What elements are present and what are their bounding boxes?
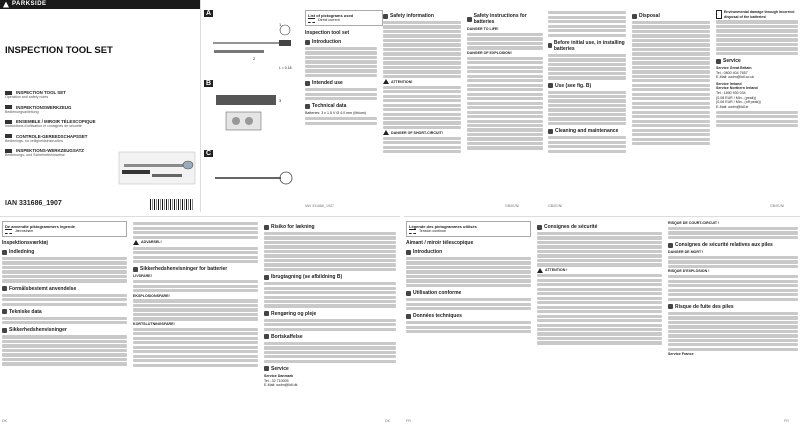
pictogram-list-header: Légende des pictogrammes utilisés <box>409 224 477 229</box>
danger-label: KORTSLUTNINGSFARE! <box>133 321 175 326</box>
language-subtitle: Instructions d'utilisation et consignes de sécurité <box>5 124 82 129</box>
section-heading: Sikkerhedshenvisninger for batterier <box>140 266 228 273</box>
ian-bar <box>0 198 200 212</box>
section-heading: Bortskaffelse <box>271 333 303 340</box>
service-country: Service Ireland <box>716 81 742 86</box>
service-phone: Tel.: 32 710005 <box>264 378 289 383</box>
warning-icon <box>537 268 543 273</box>
language-subtitle: Bedienungs- und Sicherheitshinweise <box>5 153 65 158</box>
section-heading: Ibrugtagning (se afbildning B) <box>271 274 343 281</box>
language-entry <box>5 134 115 144</box>
flag-nl-icon <box>5 134 12 138</box>
brand-logo-icon <box>3 2 9 8</box>
figure-b-pen <box>216 95 276 105</box>
section-heading: Risque de fuite des piles <box>675 303 734 310</box>
section-bullet-icon <box>406 314 411 319</box>
service-country: Service France <box>668 352 694 357</box>
section-heading: Cleaning and maintenance <box>555 128 619 135</box>
product-image <box>118 150 196 186</box>
section-heading: Technical data <box>312 103 347 110</box>
figure-callout-3: 3 <box>279 98 282 103</box>
figure-b-cell <box>232 117 240 125</box>
section-title: Inspektionsværktøj <box>2 240 48 246</box>
section-bullet-icon <box>264 275 269 280</box>
section-bullet-icon <box>2 250 7 255</box>
section-heading: Before initial use, in installing batteries <box>553 39 625 52</box>
section-bullet-icon <box>406 291 411 296</box>
section-bullet-icon <box>406 250 411 255</box>
service-phone: Tel.: 0800 404 7657 <box>716 70 748 75</box>
section-bullet-icon <box>668 243 673 248</box>
section-bullet-icon <box>264 366 269 371</box>
mirror <box>183 161 193 169</box>
cover-panel <box>0 0 200 212</box>
language-title: ENSEMBLE / MIROIR TÉLESCOPIQUE <box>16 119 96 125</box>
section-heading: Introduction <box>413 249 443 255</box>
section-bullet-icon <box>467 17 472 22</box>
service-email: E-Mail: owim@lidl.co.uk <box>716 75 755 80</box>
figure-a-mirror <box>280 25 290 35</box>
service-rate: (0,08 EUR / Min., (peak)) <box>716 95 756 100</box>
section-bullet-icon <box>133 267 138 272</box>
warning-icon <box>383 79 389 84</box>
section-heading: Service <box>723 58 741 65</box>
warning-label: ATTENTION ! <box>545 268 568 273</box>
language-subtitle: Bedienings- en veiligheidsinstructies <box>5 138 63 143</box>
service-country: Service Danmark <box>264 373 294 378</box>
section-heading: Consignes de sécurité <box>544 224 598 230</box>
tech-value: 3 x 1.5 V Ø 4.0 mm (lithium) <box>321 111 366 116</box>
pictogram-item: Tension continue <box>419 229 446 234</box>
danger-label: RISQUE D'EXPLOSION ! <box>668 269 710 274</box>
section-title: Aimant / miroir télescopique <box>406 240 474 246</box>
section-heading: Rengøring og pleje <box>271 310 317 317</box>
page-footer-left: FR <box>406 419 411 423</box>
section-bullet-icon <box>548 43 552 48</box>
service-email: E-Mail: owim@lidl.dk <box>264 383 298 388</box>
crossed-bin-icon <box>716 10 722 19</box>
section-bullet-icon <box>2 328 7 333</box>
language-title: INSPEKTIONSWERKZEUG <box>16 104 72 110</box>
product-box <box>119 152 195 184</box>
flag-dk-icon <box>5 105 12 109</box>
figure-a-handle <box>279 40 291 46</box>
figure-callout-2: 2 <box>253 56 256 61</box>
warning-label: DANGER OF SHORT-CIRCUIT! <box>391 130 443 135</box>
direct-current-icon <box>409 229 416 234</box>
figure-dimension: L = 0.18 <box>279 66 292 70</box>
section-bullet-icon <box>264 225 269 230</box>
language-entry <box>5 119 115 129</box>
section-bullet-icon <box>668 304 673 309</box>
figure-callout-1: 1 <box>279 22 282 27</box>
figure-label-a: A <box>206 10 212 17</box>
page-footer-left: DK <box>2 419 7 423</box>
figure-label-b: B <box>206 80 212 87</box>
section-heading: Sikkerhedshenvisninger <box>9 327 67 334</box>
section-heading: Disposal <box>639 13 660 19</box>
language-title: CONTROLE-GEREEDSCHAPSSET <box>16 133 88 139</box>
figure-label-c: C <box>206 150 212 157</box>
service-phone: Tel.: 1890 930 034 <box>716 91 746 96</box>
figure-a-light <box>214 50 264 53</box>
section-bullet-icon <box>305 81 310 86</box>
section-bullet-icon <box>548 129 553 134</box>
danger-label: LIVSFARE! <box>133 274 152 279</box>
warning-icon <box>133 240 139 245</box>
section-bullet-icon <box>2 309 7 314</box>
language-list <box>5 90 115 163</box>
pictogram-item: Direct current <box>318 18 340 23</box>
language-subtitle: Operation and safety notes <box>5 95 49 99</box>
language-title: INSPEKTIONS-WERKZEUGSATZ <box>16 148 84 154</box>
warning-icon <box>383 130 389 135</box>
barcode <box>150 199 194 210</box>
section-bullet-icon <box>264 311 269 316</box>
section-heading: Safety instructions for batteries <box>473 13 527 25</box>
pictogram-list-header: De anvendte piktogrammers legende <box>5 224 76 229</box>
language-entry <box>5 90 115 100</box>
page-footer-right: FR <box>784 419 789 423</box>
direct-current-icon <box>5 229 12 234</box>
section-heading: Tekniske data <box>9 308 42 315</box>
pen-light <box>152 174 182 177</box>
recycle-icon <box>632 14 637 19</box>
pictogram-list-header: List of pictograms used <box>308 13 354 18</box>
danger-label: DANGER TO LIFE! <box>467 27 499 31</box>
section-bullet-icon <box>305 104 310 109</box>
manual-page-fr <box>404 216 800 429</box>
section-bullet-icon <box>537 225 542 230</box>
section-title: Inspection tool set <box>305 30 350 36</box>
warning-label: ATTENTION! <box>391 79 413 84</box>
danger-label: DANGER DE MORT ! <box>668 250 704 255</box>
danger-label: EKSPLOSIONSFARE! <box>133 293 170 298</box>
section-heading: Introduction <box>312 39 342 45</box>
page-footer-right: DK <box>385 419 390 423</box>
section-bullet-icon <box>716 59 721 64</box>
flag-fr-icon <box>5 120 12 124</box>
brand-logo: PARKSIDE <box>12 1 47 7</box>
warning-label: ADVARSEL! <box>141 240 162 245</box>
service-rate: (0,06 EUR / Min., (off peak)) <box>716 100 761 105</box>
figure-b <box>211 90 297 145</box>
section-heading: Service <box>271 365 289 372</box>
section-heading: Safety information <box>390 13 434 19</box>
manual-page-gb-1 <box>305 0 545 212</box>
section-bullet-icon <box>305 40 310 45</box>
section-bullet-icon <box>2 286 7 291</box>
section-bullet-icon <box>383 14 388 19</box>
page-footer-left: GB/IE/NI <box>548 204 563 208</box>
section-heading: Intended use <box>312 80 343 87</box>
page-footer-right: GB/IE/NI <box>770 204 785 208</box>
figure-c-mirror <box>280 172 292 184</box>
tech-label: Batteries: <box>305 111 321 116</box>
language-subtitle: Bedienungsanleitung <box>5 109 39 114</box>
service-country: Service Northern Ireland <box>716 86 758 91</box>
language-entry <box>5 148 115 158</box>
manual-page-gb-2 <box>548 0 800 212</box>
service-country: Service Great Britain <box>716 66 752 71</box>
flag-gb-icon <box>5 91 12 95</box>
recycle-icon <box>264 334 269 339</box>
section-heading: Risiko for lækning <box>271 224 315 230</box>
figure-c <box>211 158 297 198</box>
magnet-stick <box>124 164 186 167</box>
ian-number: IAN 331686_1907 <box>5 200 62 207</box>
language-entry <box>5 105 115 115</box>
handle <box>122 170 150 174</box>
page-footer-left: IAN 331686_1907 <box>305 204 334 208</box>
figure-b-cell <box>245 117 253 125</box>
page-footer-right: GB/IE/NI <box>505 204 520 208</box>
section-heading: Données techniques <box>413 313 462 320</box>
pictogram-item: Jævnstrøm <box>15 229 33 234</box>
figure-b-batteries <box>226 112 261 130</box>
section-bullet-icon <box>548 83 553 88</box>
manual-page-dk <box>0 216 400 429</box>
flag-de-icon <box>5 149 12 153</box>
environment-warning: Environmental damage through incorrect disposal of the batteries! <box>723 10 795 19</box>
brand-bar <box>0 0 200 9</box>
service-email: E-Mail: owim@lidl.ie <box>716 104 749 109</box>
danger-label: DANGER OF EXPLOSION! <box>467 50 512 55</box>
figure-panel <box>200 0 301 212</box>
direct-current-icon <box>308 18 315 23</box>
section-heading: Indledning <box>9 249 35 255</box>
section-heading: Use (see fig. B) <box>555 82 592 89</box>
danger-label: RISQUE DE COURT-CIRCUIT ! <box>668 221 720 225</box>
section-heading: Formålsbestemt anvendelse <box>9 285 77 292</box>
language-title: INSPECTION TOOL SET <box>16 90 66 95</box>
pictogram-list <box>305 10 383 26</box>
section-heading: Utilisation conforme <box>413 290 462 297</box>
section-heading: Consignes de sécurité relatives aux piles <box>675 242 773 249</box>
product-title: INSPECTION TOOL SET <box>5 45 113 56</box>
